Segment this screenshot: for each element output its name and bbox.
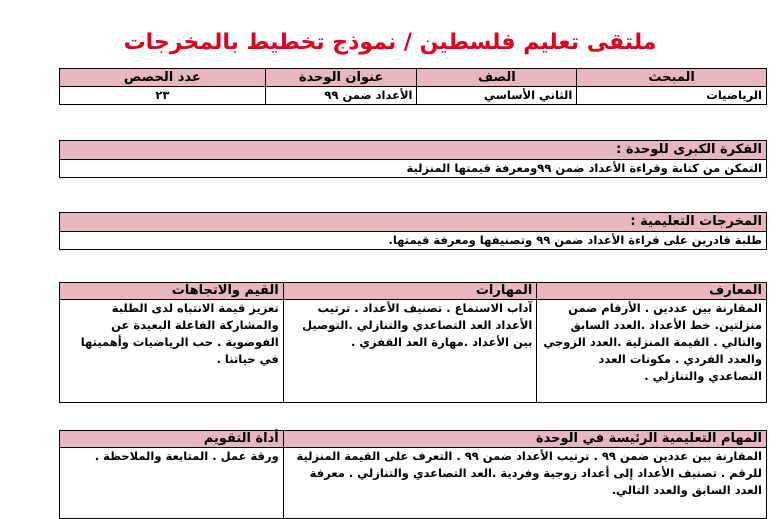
skills-header: المهارات	[283, 283, 537, 300]
subject-header: المبحث	[577, 69, 767, 87]
domains-table	[59, 282, 767, 403]
big-idea-header: الفكرة الكبرى للوحدة :	[60, 141, 767, 160]
unit-info-table	[59, 68, 767, 105]
big-idea-section	[59, 140, 767, 178]
knowledge-header: المعارف	[537, 283, 767, 300]
outcomes-section	[59, 212, 767, 250]
main-tasks-header: المهام التعليمية الرئيسة في الوحدة	[283, 431, 766, 448]
assessment-tool-cell: ورقة عمل . المتابعة والملاحظة .	[60, 448, 284, 519]
subject-value: الرياضيات	[577, 87, 767, 105]
unit-title-header: عنوان الوحدة	[265, 69, 417, 87]
main-tasks-cell: المقارنة بين عددين ضمن ٩٩ . ترتيب الأعداد ضمن ٩٩ . التعرف على القيمة المنزلية للرقم . تصنيف الأعداد إلى أعداد زوجية وفردية .العد التصاعدي والتنازلي . معرفة العدد السابق والعدد التالي.	[283, 448, 766, 519]
tasks-table	[59, 430, 767, 519]
outcomes-text: طلبة قادرين على قراءة الأعداد ضمن ٩٩ وتصنيفها ومعرفة قيمتها.	[60, 232, 767, 250]
grade-value: الثاني الأساسي	[417, 87, 577, 105]
values-header: القيم والاتجاهات	[60, 283, 284, 300]
skills-cell: آداب الاستماع . تصنيف الأعداد . ترتيب الأعداد العد التصاعدي والتنازلي .التوصيل بين الأعداد .مهارة العد القفزي .	[283, 300, 537, 403]
big-idea-text: التمكن من كتابة وقراءة الأعداد ضمن ٩٩ومعرفة قيمتها المنزلية	[60, 160, 767, 178]
knowledge-cell: المقارنة بين عددين . الأرقام ضمن منزلتين. خط الأعداد .العدد السابق والتالي . القيمة المنزلية .العدد الزوجي والعدد الفردي . مكونات العدد التصاعدي والتنازلي .	[537, 300, 767, 403]
unit-title-value: الأعداد ضمن ٩٩	[265, 87, 417, 105]
lessons-count-header: عدد الحصص	[60, 69, 266, 87]
grade-header: الصف	[417, 69, 577, 87]
page-title: ملتقى تعليم فلسطين / نموذج تخطيط بالمخرجات	[123, 30, 657, 55]
values-cell: تعزيز قيمة الانتباه لدى الطلبة والمشاركة الفاعلة البعيدة عن الفوضوية . حب الرياضيات وأهميتها في حياتنا .	[60, 300, 284, 403]
lessons-count-value: ٢٣	[60, 87, 266, 105]
outcomes-header: المخرجات التعليمية :	[60, 213, 767, 232]
assessment-tool-header: أداة التقويم	[60, 431, 284, 448]
